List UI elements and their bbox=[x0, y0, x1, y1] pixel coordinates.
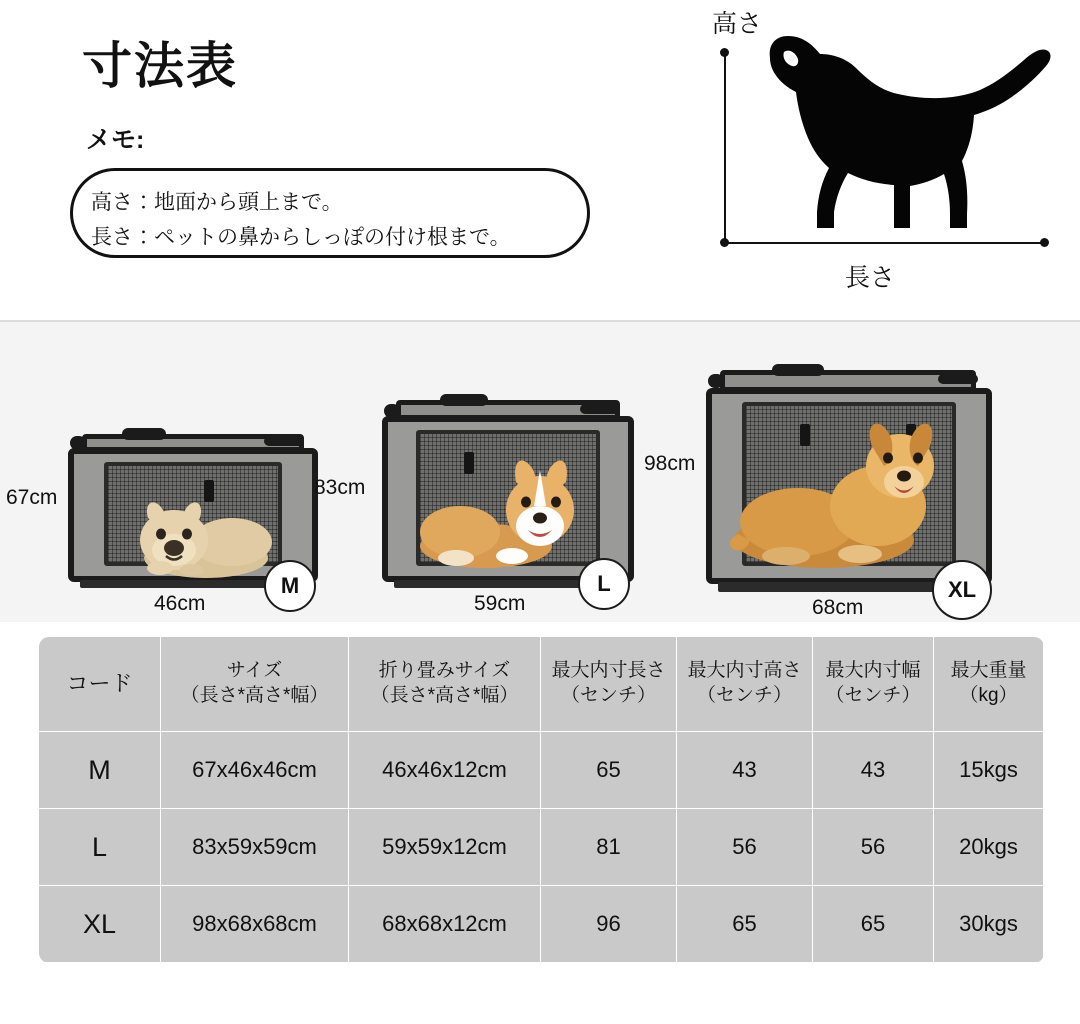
diagram-height-label: 高さ bbox=[712, 10, 763, 38]
crate-strap bbox=[264, 436, 304, 446]
cell-inner-width: 43 bbox=[813, 732, 934, 809]
col-header-inner-height bbox=[677, 637, 813, 732]
cell-code: XL bbox=[39, 886, 161, 963]
cell-folded: 46x46x12cm bbox=[349, 732, 541, 809]
cell-code: M bbox=[39, 732, 161, 809]
crate-xl-width-dim: 68cm bbox=[812, 596, 864, 619]
crate-m-size-badge: M bbox=[264, 560, 316, 612]
crate-xl-size-badge: XL bbox=[932, 560, 992, 620]
col-header-inner-height-line1: 最大内寸高さ bbox=[687, 660, 802, 682]
cell-inner-length: 81 bbox=[541, 809, 677, 886]
corgi-photo bbox=[416, 434, 602, 574]
cell-max-weight: 30kgs bbox=[934, 886, 1044, 963]
table-row bbox=[39, 809, 1044, 886]
cell-size: 67x46x46cm bbox=[161, 732, 349, 809]
col-header-folded-line2: （長さ*高さ*幅） bbox=[370, 685, 519, 706]
crate-strap bbox=[938, 374, 978, 384]
memo-box bbox=[70, 168, 590, 258]
crate-strap bbox=[580, 404, 620, 414]
diagram-length-label: 長さ bbox=[845, 264, 896, 292]
col-header-folded-line1: 折り畳みサイズ bbox=[378, 660, 511, 682]
page-title: 寸法表 bbox=[82, 38, 238, 94]
col-header-inner-length-line2: （センチ） bbox=[560, 685, 656, 706]
crate-l-height-dim: 83cm bbox=[314, 476, 366, 499]
table-body bbox=[39, 732, 1044, 963]
col-header-inner-length-line1: 最大内寸長さ bbox=[551, 660, 666, 682]
col-header-code bbox=[39, 637, 161, 732]
height-axis-line bbox=[724, 52, 726, 242]
crate-handle bbox=[122, 428, 166, 440]
col-header-inner-width-line1: 最大内寸幅 bbox=[825, 660, 921, 682]
col-header-size-line2: （長さ*高さ*幅） bbox=[180, 685, 329, 706]
memo-line-height: 高さ：地面から頭上まで。 bbox=[91, 191, 343, 214]
table-header-row bbox=[39, 637, 1044, 732]
cell-inner-width: 56 bbox=[813, 809, 934, 886]
table-header bbox=[39, 637, 1044, 732]
crate-m-height-dim: 67cm bbox=[6, 486, 58, 509]
crate-handle bbox=[772, 364, 824, 376]
crate-illustration-section bbox=[0, 322, 1080, 622]
col-header-inner-height-line2: （センチ） bbox=[696, 685, 792, 706]
cell-code: L bbox=[39, 809, 161, 886]
col-header-size-line1: サイズ bbox=[226, 660, 283, 682]
cell-inner-length: 96 bbox=[541, 886, 677, 963]
cell-inner-width: 65 bbox=[813, 886, 934, 963]
col-header-max-weight-line2: （kg） bbox=[959, 685, 1018, 706]
spec-table bbox=[38, 636, 1044, 963]
crate-xl-height-dim: 98cm bbox=[644, 452, 696, 475]
col-header-folded bbox=[349, 637, 541, 732]
col-header-max-weight bbox=[934, 637, 1044, 732]
memo-label: メモ: bbox=[86, 126, 145, 154]
crate-m bbox=[6, 434, 318, 615]
col-header-inner-width-line2: （センチ） bbox=[825, 685, 921, 706]
cell-inner-height: 56 bbox=[677, 809, 813, 886]
crate-m-width-dim: 46cm bbox=[154, 592, 206, 615]
memo-line-length: 長さ：ペットの鼻からしっぽの付け根まで。 bbox=[91, 226, 511, 249]
table-row bbox=[39, 886, 1044, 963]
cell-inner-height: 43 bbox=[677, 732, 813, 809]
spec-table-wrapper bbox=[38, 636, 1043, 963]
cell-inner-height: 65 bbox=[677, 886, 813, 963]
header-section bbox=[0, 0, 1080, 322]
crate-handle bbox=[440, 394, 488, 406]
col-header-size bbox=[161, 637, 349, 732]
cell-inner-length: 65 bbox=[541, 732, 677, 809]
cell-folded: 59x59x12cm bbox=[349, 809, 541, 886]
col-header-inner-width bbox=[813, 637, 934, 732]
cell-size: 98x68x68cm bbox=[161, 886, 349, 963]
cell-folded: 68x68x12cm bbox=[349, 886, 541, 963]
french-bulldog-photo bbox=[114, 470, 274, 582]
crate-l bbox=[314, 400, 634, 615]
cell-max-weight: 15kgs bbox=[934, 732, 1044, 809]
cell-max-weight: 20kgs bbox=[934, 809, 1044, 886]
crate-strap bbox=[708, 374, 724, 388]
col-header-max-weight-line1: 最大重量 bbox=[950, 660, 1027, 682]
col-header-inner-length bbox=[541, 637, 677, 732]
measurement-diagram bbox=[700, 0, 1080, 300]
crate-xl bbox=[644, 370, 992, 619]
crate-l-size-badge: L bbox=[578, 558, 630, 610]
dog-silhouette-icon bbox=[728, 28, 1058, 248]
cell-size: 83x59x59cm bbox=[161, 809, 349, 886]
crate-l-width-dim: 59cm bbox=[474, 592, 526, 615]
golden-retriever-photo bbox=[728, 406, 968, 578]
col-header-code-line1: コード bbox=[66, 670, 133, 696]
table-row bbox=[39, 732, 1044, 809]
